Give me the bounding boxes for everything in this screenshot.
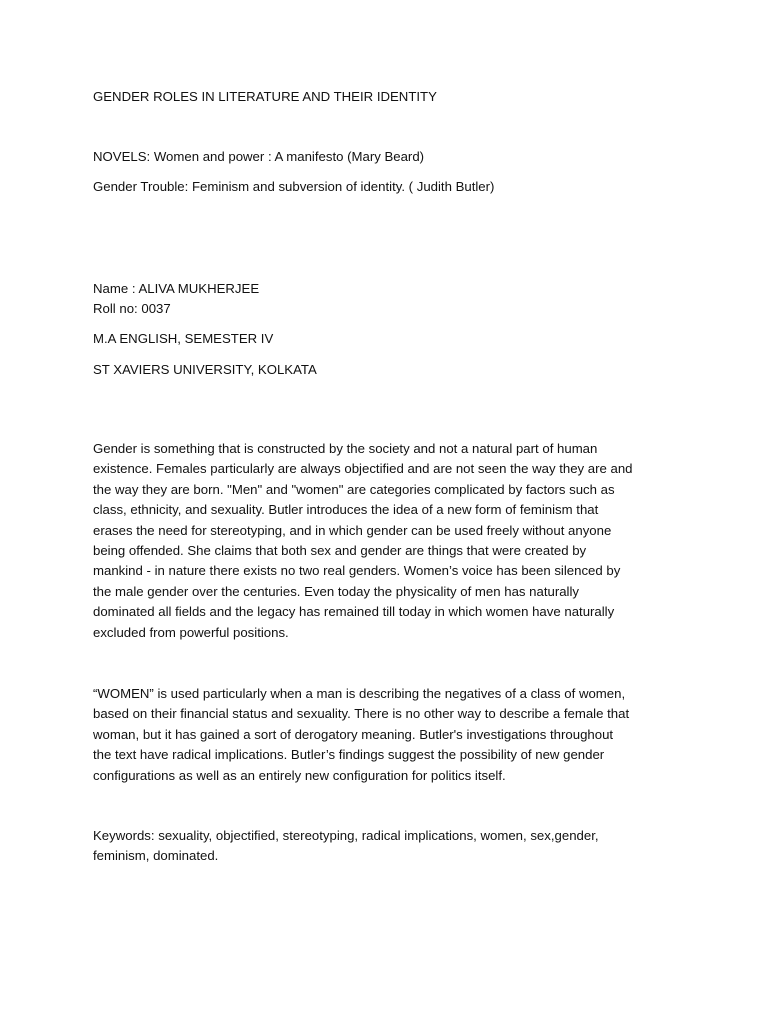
keywords-line: feminism, dominated. [93, 848, 219, 864]
paragraph-1-line: mankind - in nature there exists no two real genders. Women’s voice has been silenced by [93, 563, 621, 579]
paragraph-1-line: the male gender over the centuries. Even today the physicality of men has naturally [93, 583, 580, 599]
author-name: Name : ALIVA MUKHERJEE [93, 281, 260, 296]
paragraph-1-line: excluded from powerful positions. [93, 624, 289, 640]
paragraph-1 [93, 439, 693, 643]
paragraph-2-line: the text have radical implications. Butler’s findings suggest the possibility of new gender [93, 747, 605, 763]
paragraph-1-line: being offended. She claims that both sex and gender are things that were created by [93, 543, 587, 559]
paragraph-2-line: woman, but it has gained a sort of derogatory meaning. Butler's investigations throughout [93, 726, 614, 742]
course-info: M.A ENGLISH, SEMESTER IV [93, 331, 274, 346]
document-title: GENDER ROLES IN LITERATURE AND THEIR IDENTITY [93, 89, 437, 104]
keywords [93, 826, 693, 867]
paragraph-2 [93, 684, 693, 786]
paragraph-1-line: existence. Females particularly are always objectified and are not seen the way they are and [93, 461, 633, 477]
paragraph-2-line: configurations as well as an entirely new configuration for politics itself. [93, 767, 506, 783]
novel-line-2: Gender Trouble: Feminism and subversion of identity. ( Judith Butler) [93, 179, 495, 194]
roll-number: Roll no: 0037 [93, 301, 171, 316]
keywords-line: Keywords: sexuality, objectified, stereotyping, radical implications, women, sex,gender, [93, 828, 599, 843]
paragraph-1-line: class, ethnicity, and sexuality. Butler introduces the idea of a new form of feminism that [93, 502, 599, 518]
paragraph-1-line: erases the need for stereotyping, and in which gender can be used freely without anyone [93, 522, 612, 538]
novel-line-1: NOVELS: Women and power : A manifesto (Mary Beard) [93, 149, 425, 164]
paragraph-1-line: Gender is something that is constructed by the society and not a natural part of human [93, 441, 598, 456]
paragraph-2-line: “WOMEN” is used particularly when a man is describing the negatives of a class of women, [93, 686, 626, 701]
paragraph-1-line: dominated all fields and the legacy has remained till today in which women have naturally [93, 604, 615, 620]
paragraph-1-line: the way they are born. "Men" and "women" are categories complicated by factors such as [93, 481, 615, 497]
paragraph-2-line: based on their financial status and sexuality. There is no other way to describe a female that [93, 706, 630, 722]
university-info: ST XAVIERS UNIVERSITY, KOLKATA [93, 362, 317, 377]
